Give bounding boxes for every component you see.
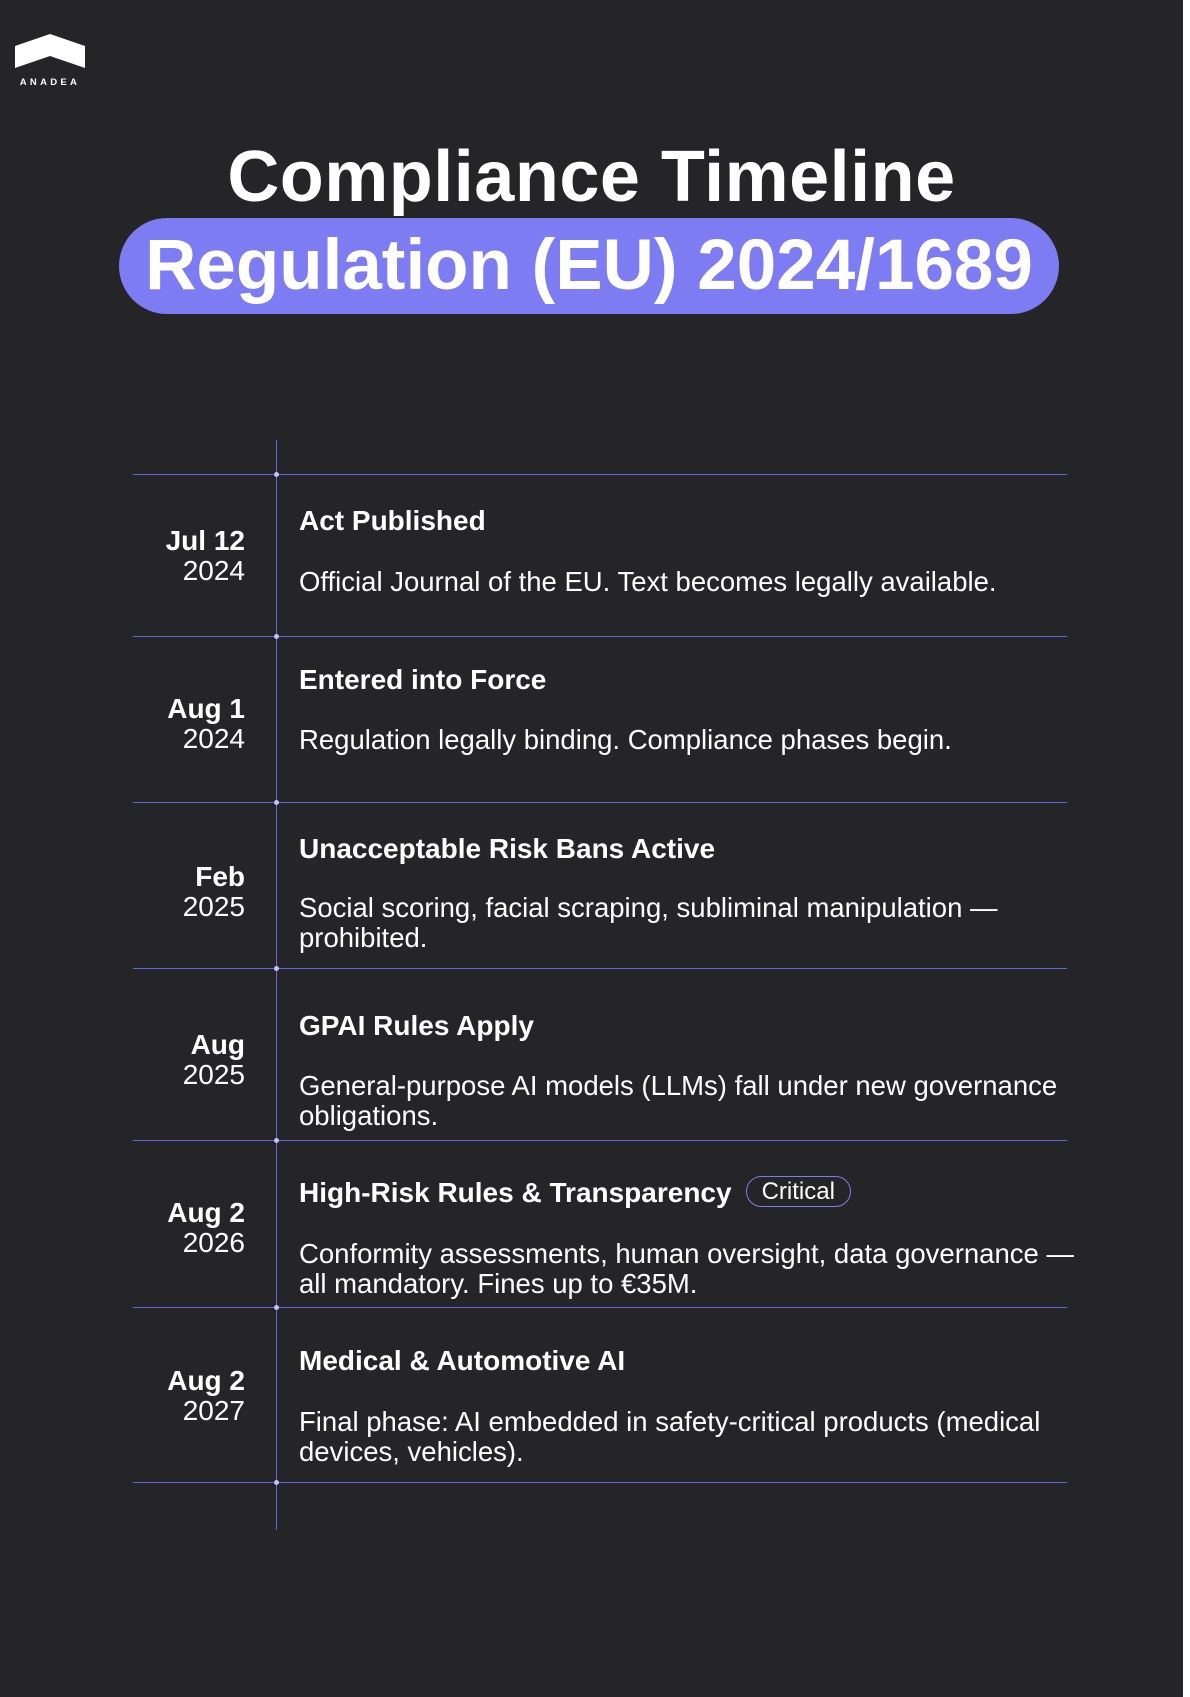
timeline-node [274,800,279,805]
timeline-node [274,1138,279,1143]
event-date [167,1366,245,1426]
page-title: Compliance Timeline [227,137,956,217]
event-date-year: 2025 [182,891,245,922]
page-subtitle: Regulation (EU) 2024/1689 [145,226,1033,305]
event-description: Final phase: AI embedded in safety-critical products (medical devices, vehicles). [299,1406,1041,1467]
critical-badge: Critical [746,1176,851,1207]
event-title: Medical & Automotive AI [299,1345,626,1376]
event-title: GPAI Rules Apply [299,1010,534,1041]
event-description: Official Journal of the EU. Text becomes legally available. [299,566,997,597]
event-date-day: Aug 2 [167,1197,245,1228]
event-title: Entered into Force [299,664,547,695]
brand-name: ANADEA [19,77,81,88]
timeline-node [274,1305,279,1310]
event-description: General-purpose AI models (LLMs) fall under new governance obligations. [299,1070,1058,1131]
event-description: Conformity assessments, human oversight, data governance — all mandatory. Fines up to €35M. [299,1238,1074,1299]
event-date-year: 2025 [182,1059,245,1090]
event-date-day: Jul 12 [165,525,245,556]
event-date [166,526,245,586]
event-description: Regulation legally binding. Compliance phases begin. [299,724,952,755]
event-title-row [299,1176,851,1210]
event-title: High-Risk Rules & Transparency [299,1177,732,1208]
timeline-node [274,634,279,639]
event-date-year: 2027 [182,1395,245,1426]
event-date-year: 2026 [182,1227,245,1258]
event-title: Unacceptable Risk Bans Active [299,833,716,864]
event-date-year: 2024 [182,723,245,754]
timeline-vertical-line [276,440,277,1530]
timeline-node [274,472,279,477]
event-date-day: Aug 1 [167,693,245,724]
event-date [183,1030,245,1090]
event-description: Social scoring, facial scraping, subliminal manipulation — prohibited. [299,892,998,953]
event-date-day: Feb [195,861,245,892]
event-date [167,694,245,754]
event-date-day: Aug 2 [167,1365,245,1396]
event-date [183,862,245,922]
event-date-year: 2024 [182,555,245,586]
event-date [167,1198,245,1258]
timeline-node [274,1480,279,1485]
event-title: Act Published [299,505,486,536]
event-date-day: Aug [190,1029,245,1060]
timeline-node [274,966,279,971]
